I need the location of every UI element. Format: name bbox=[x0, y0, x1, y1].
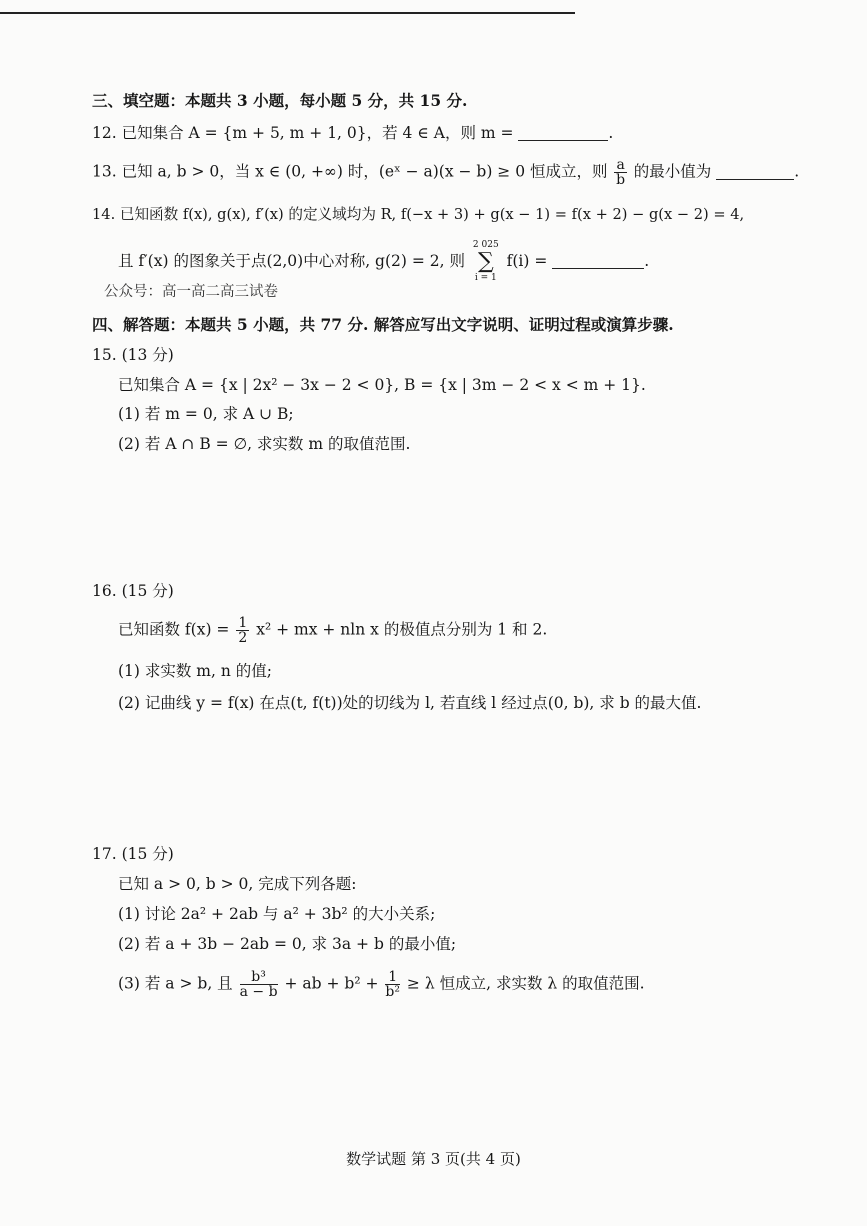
q17-title: 17. (15 分) bbox=[92, 845, 174, 863]
sigma-icon: ∑ bbox=[477, 249, 494, 274]
q17-part3-pre: (3) 若 a > b, 且 bbox=[118, 974, 233, 993]
q15-part2: (2) 若 A ∩ B = ∅, 求实数 m 的取值范围. bbox=[118, 435, 411, 453]
q16-frac-den: 2 bbox=[238, 630, 248, 646]
q14-sum-term: f(i) = bbox=[506, 252, 548, 270]
watermark-note: 公众号：高一高二高三试卷 bbox=[104, 284, 278, 300]
q17-frac1-den: a − b bbox=[239, 984, 278, 1000]
q17-frac2-den: b² bbox=[385, 984, 400, 1000]
q15-stem: 已知集合 A = {x | 2x² − 3x − 2 < 0}, B = {x | 3m − 2 < x < m + 1}. bbox=[118, 376, 646, 394]
q14-answer-blank bbox=[552, 252, 644, 269]
q15-title: 15. (13 分) bbox=[92, 346, 174, 364]
q12-answer-blank bbox=[518, 124, 608, 141]
q13-answer-blank bbox=[716, 163, 794, 180]
q13-fraction bbox=[614, 158, 626, 187]
q13-end: . bbox=[794, 162, 800, 181]
q17-frac1-num: b³ bbox=[240, 970, 278, 985]
q17-part2: (2) 若 a + 3b − 2ab = 0, 求 3a + b 的最小值; bbox=[118, 935, 457, 953]
page-footer: 数学试题 第 3 页(共 4 页) bbox=[346, 1150, 521, 1168]
q15-part1: (1) 若 m = 0, 求 A ∪ B; bbox=[118, 405, 294, 423]
q17-part3 bbox=[118, 970, 645, 999]
q17-part1: (1) 讨论 2a² + 2ab 与 a² + 3b² 的大小关系; bbox=[118, 905, 436, 923]
q12-end: . bbox=[608, 124, 614, 142]
q16-fraction bbox=[236, 616, 249, 645]
q16-stem bbox=[118, 616, 547, 645]
q14-end: . bbox=[644, 252, 650, 270]
q16-title: 16. (15 分) bbox=[92, 582, 174, 600]
q17-stem: 已知 a > 0, b > 0, 完成下列各题: bbox=[118, 875, 357, 893]
q12-text: 12. 已知集合 A = {m + 5, m + 1, 0}，若 4 ∈ A，则 m = bbox=[92, 124, 514, 142]
q14-sum-lower: i = 1 bbox=[474, 273, 497, 283]
q13-post: 的最小值为 bbox=[633, 162, 712, 181]
q16-stem-post: x² + mx + nln x 的极值点分别为 1 和 2. bbox=[256, 620, 548, 639]
q14-summation bbox=[473, 240, 499, 284]
q14-sum-upper: 2 025 bbox=[472, 240, 499, 250]
q14-line2-pre: 且 f′(x) 的图象关于点(2,0)中心对称, g(2) = 2, 则 bbox=[118, 252, 465, 270]
section4-heading: 四、解答题：本题共 5 小题，共 77 分. 解答应写出文字说明、证明过程或演算步骤. bbox=[92, 315, 674, 334]
q16-frac-num: 1 bbox=[238, 615, 248, 631]
q17-frac2-num: 1 bbox=[385, 970, 400, 985]
q17-fraction2 bbox=[385, 970, 400, 999]
q13-pre: 13. 已知 a, b > 0，当 x ∈ (0, +∞) 时，(eˣ − a)(x − b) ≥ 0 恒成立，则 bbox=[92, 162, 608, 181]
q16-part2: (2) 记曲线 y = f(x) 在点(t, f(t))处的切线为 l, 若直线 l 经过点(0, b), 求 b 的最大值. bbox=[118, 694, 702, 712]
question-14-line1: 14. 已知函数 f(x), g(x), f′(x) 的定义域均为 R, f(−x + 3) + g(x − 1) = f(x + 2) − g(x − 2) = 4, bbox=[92, 206, 745, 223]
question-14-line2 bbox=[118, 240, 649, 284]
q16-part1: (1) 求实数 m, n 的值; bbox=[118, 662, 272, 680]
question-13 bbox=[92, 158, 799, 187]
q13-frac-den: b bbox=[616, 172, 626, 188]
q16-stem-pre: 已知函数 f(x) = bbox=[118, 620, 230, 639]
question-12 bbox=[92, 122, 613, 144]
q13-frac-num: a bbox=[616, 157, 625, 173]
top-rule bbox=[0, 12, 575, 14]
q17-part3-post: ≥ λ 恒成立, 求实数 λ 的取值范围. bbox=[406, 974, 645, 993]
q17-part3-mid: + ab + b² + bbox=[284, 974, 379, 993]
q17-fraction1 bbox=[240, 970, 278, 999]
section3-heading: 三、填空题：本题共 3 小题，每小题 5 分，共 15 分. bbox=[92, 91, 468, 110]
